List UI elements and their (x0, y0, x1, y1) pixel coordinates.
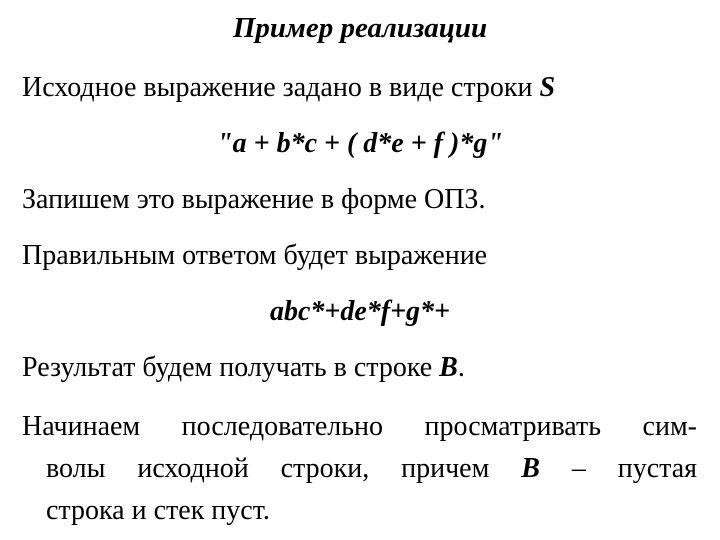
algorithm-paragraph (22, 406, 697, 532)
paragraph-row-2-text: волы исходной строки, причем (46, 453, 490, 484)
result-variable: B (439, 352, 458, 383)
slide-title: Пример реализации (232, 12, 488, 44)
write-statement: Запишем это выражение в форме ОПЗ. (22, 184, 486, 215)
paragraph-row-3: строка и стек пуст. (46, 495, 270, 526)
answer-statement: Правильным ответом будет выражение (22, 240, 488, 271)
rpn-expression: abc*+de*f+g*+ (269, 296, 451, 327)
source-text: Исходное выражение задано в виде строки (22, 72, 533, 103)
infix-expression: "a + b*c + ( d*e + f )*g" (217, 128, 503, 159)
result-text: Результат будем получать в строке (22, 352, 433, 383)
result-period: . (457, 352, 465, 383)
paragraph-variable: B (521, 453, 540, 484)
paragraph-row-2-end: – пустая (571, 453, 698, 484)
result-statement (22, 354, 465, 382)
source-statement (22, 74, 555, 102)
source-variable: S (539, 72, 556, 103)
paragraph-row-2 (22, 448, 697, 490)
paragraph-row-1: Начинаем последовательно просматривать сим- (22, 411, 697, 442)
